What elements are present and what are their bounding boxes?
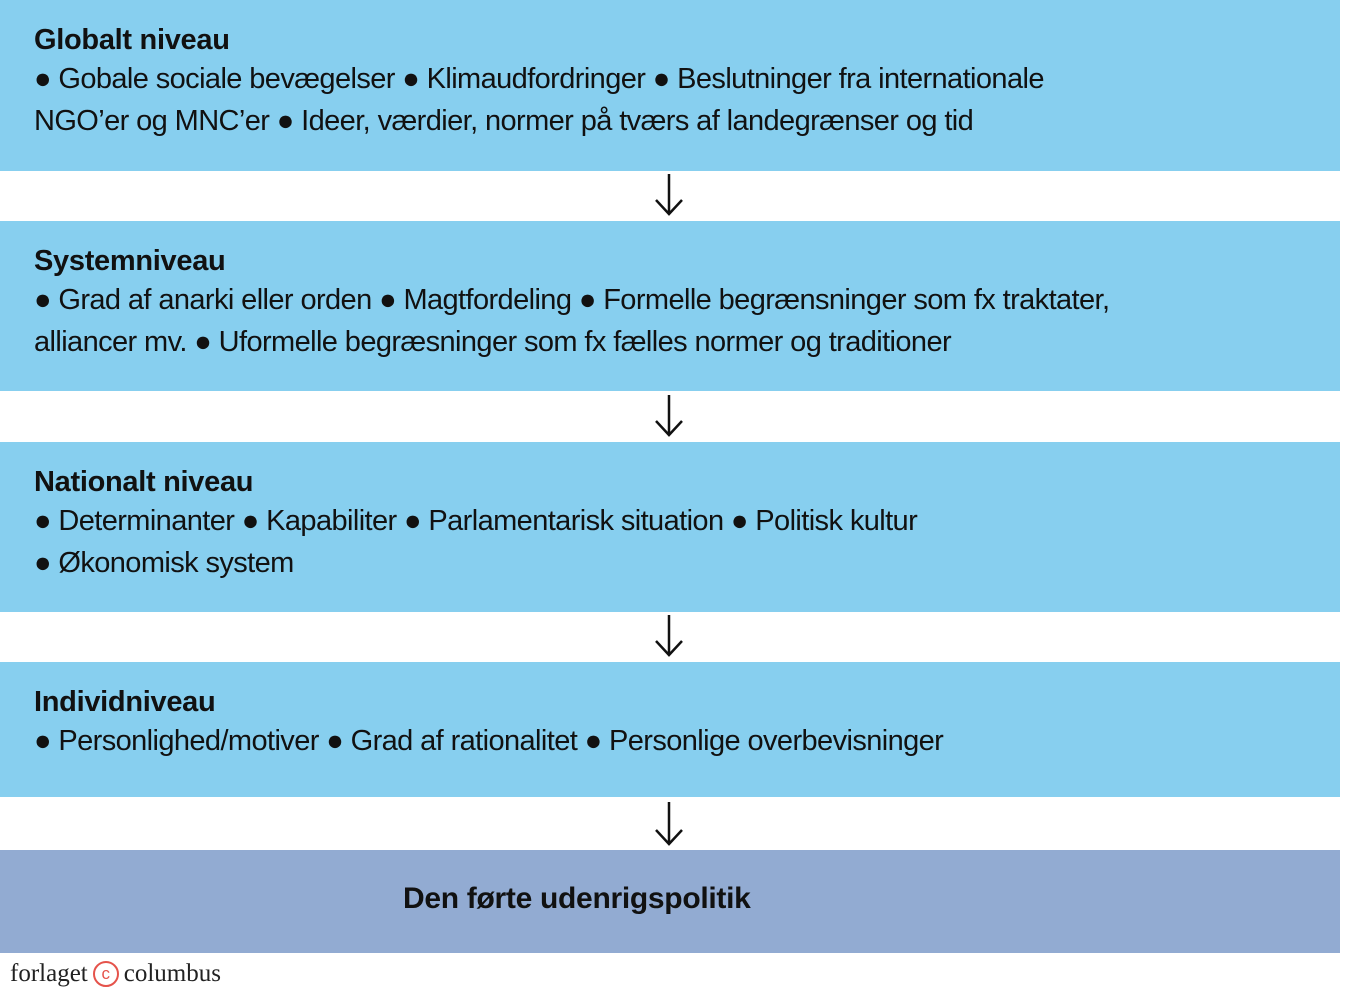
level-box-national: [0, 442, 1340, 612]
level-line: ● Økonomisk system: [34, 547, 294, 579]
copyright-icon: c: [93, 961, 119, 987]
arrow-down-icon: [652, 613, 686, 659]
level-line: ● Determinanter ● Kapabiliter ● Parlamentarisk situation ● Politisk kultur: [34, 505, 918, 537]
level-title: Individniveau: [34, 686, 216, 718]
level-line: alliancer mv. ● Uformelle begræsninger som fx fælles normer og traditioner: [34, 326, 952, 358]
arrow-down-icon: [652, 172, 686, 218]
level-line: ● Personlighed/motiver ● Grad af rationalitet ● Personlige overbevisninger: [34, 725, 944, 757]
publisher-logo: [10, 960, 221, 988]
level-line: ● Gobale sociale bevægelser ● Klimaudfordringer ● Beslutninger fra internationale: [34, 63, 1044, 95]
result-label: Den førte udenrigspolitik: [403, 882, 751, 915]
level-title: Systemniveau: [34, 245, 226, 277]
logo-text-right: columbus: [123, 960, 221, 987]
result-box: [0, 850, 1340, 953]
level-box-global: [0, 0, 1340, 171]
level-line: ● Grad af anarki eller orden ● Magtfordeling ● Formelle begrænsninger som fx traktater,: [34, 284, 1110, 316]
logo-text-left: forlaget: [10, 960, 88, 987]
arrow-down-icon: [652, 393, 686, 439]
level-line: NGO’er og MNC’er ● Ideer, værdier, normer på tværs af landegrænser og tid: [34, 105, 974, 137]
arrow-down-icon: [652, 800, 686, 846]
level-title: Nationalt niveau: [34, 466, 254, 498]
level-box-individual: [0, 662, 1340, 797]
level-title: Globalt niveau: [34, 24, 230, 56]
level-box-system: [0, 221, 1340, 391]
